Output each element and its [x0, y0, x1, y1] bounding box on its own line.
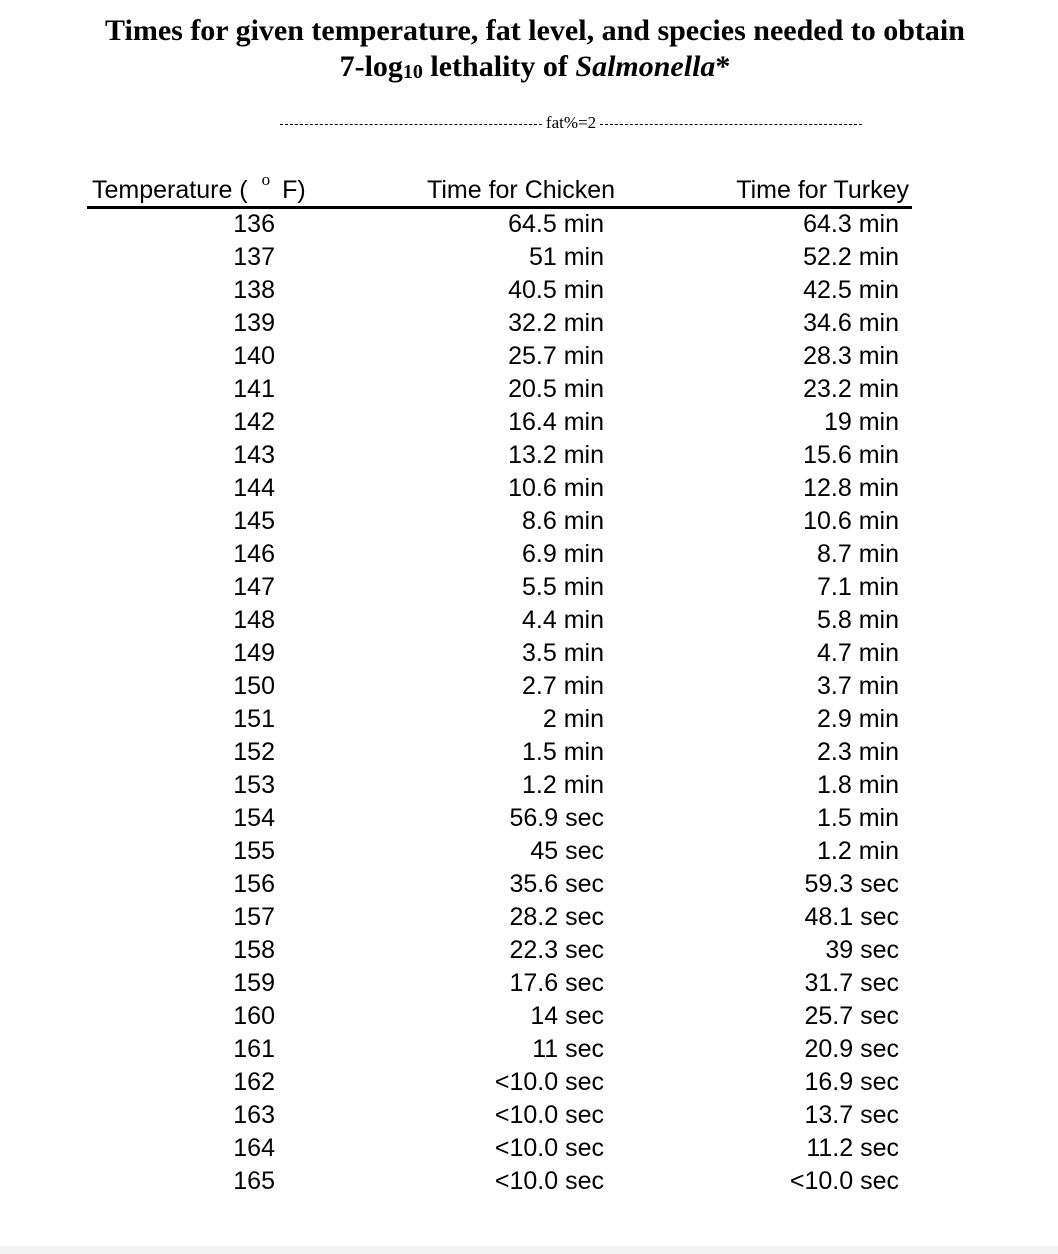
chicken-time-cell: 35.6 sec: [509, 870, 604, 899]
table-row: [87, 407, 912, 440]
chicken-time-cell: 22.3 sec: [509, 936, 604, 965]
title-line-1-text: Times for given temperature, fat level, and species needed to obtain: [105, 14, 965, 47]
table-row: [87, 1034, 912, 1067]
title-log-prefix: 7-log: [339, 50, 403, 83]
chicken-time-cell: 45 sec: [530, 837, 604, 866]
chicken-time-cell: 13.2 min: [508, 441, 604, 470]
temperature-cell: 151: [233, 705, 275, 734]
chicken-time-cell: <10.0 sec: [494, 1101, 604, 1130]
table-header-row: [87, 172, 912, 209]
turkey-time-cell: 15.6 min: [803, 441, 899, 470]
turkey-time-cell: 2.9 min: [817, 705, 899, 734]
temperature-cell: 157: [233, 903, 275, 932]
turkey-time-cell: 16.9 sec: [804, 1068, 899, 1097]
chicken-time-cell: 4.4 min: [522, 606, 604, 635]
header-temperature-prefix: Temperature (: [92, 176, 248, 204]
table-row: [87, 1133, 912, 1166]
document-title-line-2: [0, 49, 1058, 85]
temperature-cell: 149: [233, 639, 275, 668]
table-row: [87, 671, 912, 704]
turkey-time-cell: 8.7 min: [817, 540, 899, 569]
chicken-time-cell: 14 sec: [530, 1002, 604, 1031]
fat-level-subheading: [280, 113, 862, 133]
temperature-cell: 159: [233, 969, 275, 998]
chicken-time-cell: 25.7 min: [508, 342, 604, 371]
table-row: [87, 770, 912, 803]
header-temperature-suffix: F): [282, 176, 306, 204]
temperature-cell: 141: [233, 375, 275, 404]
chicken-time-cell: 28.2 sec: [509, 903, 604, 932]
temperature-cell: 153: [233, 771, 275, 800]
temperature-cell: 160: [233, 1002, 275, 1031]
table-row: [87, 902, 912, 935]
chicken-time-cell: 1.2 min: [522, 771, 604, 800]
temperature-cell: 163: [233, 1101, 275, 1130]
table-row: [87, 572, 912, 605]
table-row: [87, 242, 912, 275]
table-row: [87, 1166, 912, 1199]
turkey-time-cell: 19 min: [823, 408, 899, 437]
turkey-time-cell: 48.1 sec: [804, 903, 899, 932]
chicken-time-cell: <10.0 sec: [494, 1068, 604, 1097]
turkey-time-cell: 4.7 min: [817, 639, 899, 668]
chicken-time-cell: 32.2 min: [508, 309, 604, 338]
table-row: [87, 1100, 912, 1133]
temperature-cell: 139: [233, 309, 275, 338]
temperature-cell: 144: [233, 474, 275, 503]
temperature-cell: 158: [233, 936, 275, 965]
turkey-time-cell: 5.8 min: [817, 606, 899, 635]
title-log-subscript: 10: [402, 61, 423, 83]
table-row: [87, 506, 912, 539]
temperature-cell: 156: [233, 870, 275, 899]
chicken-time-cell: <10.0 sec: [494, 1167, 604, 1196]
turkey-time-cell: 12.8 min: [803, 474, 899, 503]
temperature-cell: 165: [233, 1167, 275, 1196]
header-chicken-time: Time for Chicken: [427, 176, 616, 204]
temperature-cell: 161: [233, 1035, 275, 1064]
turkey-time-cell: 25.7 sec: [804, 1002, 899, 1031]
turkey-time-cell: 20.9 sec: [804, 1035, 899, 1064]
turkey-time-cell: 7.1 min: [817, 573, 899, 602]
turkey-time-cell: 23.2 min: [803, 375, 899, 404]
table-row: [87, 968, 912, 1001]
table-row: [87, 473, 912, 506]
chicken-time-cell: 6.9 min: [522, 540, 604, 569]
table-row: [87, 605, 912, 638]
temperature-cell: 162: [233, 1068, 275, 1097]
table-row: [87, 836, 912, 869]
temperature-cell: 147: [233, 573, 275, 602]
page-bottom-edge: [0, 1246, 1058, 1254]
table-row: [87, 1001, 912, 1034]
table-row: [87, 308, 912, 341]
table-row: [87, 440, 912, 473]
temperature-cell: 145: [233, 507, 275, 536]
turkey-time-cell: 3.7 min: [817, 672, 899, 701]
subheading-dash-left: [280, 124, 542, 125]
header-temperature: [92, 170, 306, 208]
temperature-cell: 150: [233, 672, 275, 701]
chicken-time-cell: 40.5 min: [508, 276, 604, 305]
chicken-time-cell: 10.6 min: [508, 474, 604, 503]
turkey-time-cell: 42.5 min: [803, 276, 899, 305]
chicken-time-cell: 1.5 min: [522, 738, 604, 767]
table-row: [87, 704, 912, 737]
header-turkey-time: Time for Turkey: [736, 176, 909, 204]
turkey-time-cell: 31.7 sec: [804, 969, 899, 998]
table-row: [87, 869, 912, 902]
table-row: [87, 737, 912, 770]
chicken-time-cell: 8.6 min: [522, 507, 604, 536]
temperature-cell: 137: [233, 243, 275, 272]
table-row: [87, 341, 912, 374]
chicken-time-cell: 56.9 sec: [509, 804, 604, 833]
table-row: [87, 374, 912, 407]
temperature-cell: 155: [233, 837, 275, 866]
table-row: [87, 803, 912, 836]
chicken-time-cell: 5.5 min: [522, 573, 604, 602]
chicken-time-cell: 2 min: [542, 705, 604, 734]
temperature-cell: 152: [233, 738, 275, 767]
table-row: [87, 275, 912, 308]
turkey-time-cell: 34.6 min: [803, 309, 899, 338]
turkey-time-cell: 1.5 min: [817, 804, 899, 833]
turkey-time-cell: 28.3 min: [803, 342, 899, 371]
turkey-time-cell: 13.7 sec: [804, 1101, 899, 1130]
table-row: [87, 935, 912, 968]
chicken-time-cell: 51 min: [528, 243, 604, 272]
chicken-time-cell: 11 sec: [532, 1035, 604, 1064]
temperature-cell: 148: [233, 606, 275, 635]
degree-symbol: o: [261, 170, 271, 189]
title-organism-name: Salmonella: [575, 50, 716, 83]
chicken-time-cell: <10.0 sec: [494, 1134, 604, 1163]
turkey-time-cell: 59.3 sec: [804, 870, 899, 899]
chicken-time-cell: 2.7 min: [522, 672, 604, 701]
temperature-cell: 164: [233, 1134, 275, 1163]
turkey-time-cell: 1.2 min: [817, 837, 899, 866]
turkey-time-cell: 10.6 min: [803, 507, 899, 536]
subheading-dash-right: [600, 124, 862, 125]
document-title-line-1: [0, 13, 1058, 49]
table-body: [87, 209, 912, 1199]
lethality-table: [87, 172, 912, 1199]
turkey-time-cell: 1.8 min: [817, 771, 899, 800]
table-row: [87, 539, 912, 572]
temperature-cell: 138: [233, 276, 275, 305]
temperature-cell: 136: [233, 210, 275, 238]
table-row: [87, 209, 912, 242]
temperature-cell: 154: [233, 804, 275, 833]
temperature-cell: 146: [233, 540, 275, 569]
title-lethality-text: lethality of: [422, 50, 576, 83]
title-asterisk: *: [715, 50, 731, 83]
table-row: [87, 1067, 912, 1100]
chicken-time-cell: 64.5 min: [508, 210, 604, 238]
turkey-time-cell: <10.0 sec: [789, 1167, 899, 1196]
turkey-time-cell: 2.3 min: [817, 738, 899, 767]
turkey-time-cell: 64.3 min: [803, 210, 899, 238]
turkey-time-cell: 11.2 sec: [806, 1134, 899, 1163]
chicken-time-cell: 16.4 min: [508, 408, 604, 437]
chicken-time-cell: 20.5 min: [508, 375, 604, 404]
temperature-cell: 140: [233, 342, 275, 371]
temperature-cell: 143: [233, 441, 275, 470]
turkey-time-cell: 52.2 min: [803, 243, 899, 272]
table-row: [87, 638, 912, 671]
chicken-time-cell: 3.5 min: [522, 639, 604, 668]
turkey-time-cell: 39 sec: [825, 936, 899, 965]
fat-level-label: fat%=2: [545, 113, 597, 132]
temperature-cell: 142: [233, 408, 275, 437]
chicken-time-cell: 17.6 sec: [509, 969, 604, 998]
